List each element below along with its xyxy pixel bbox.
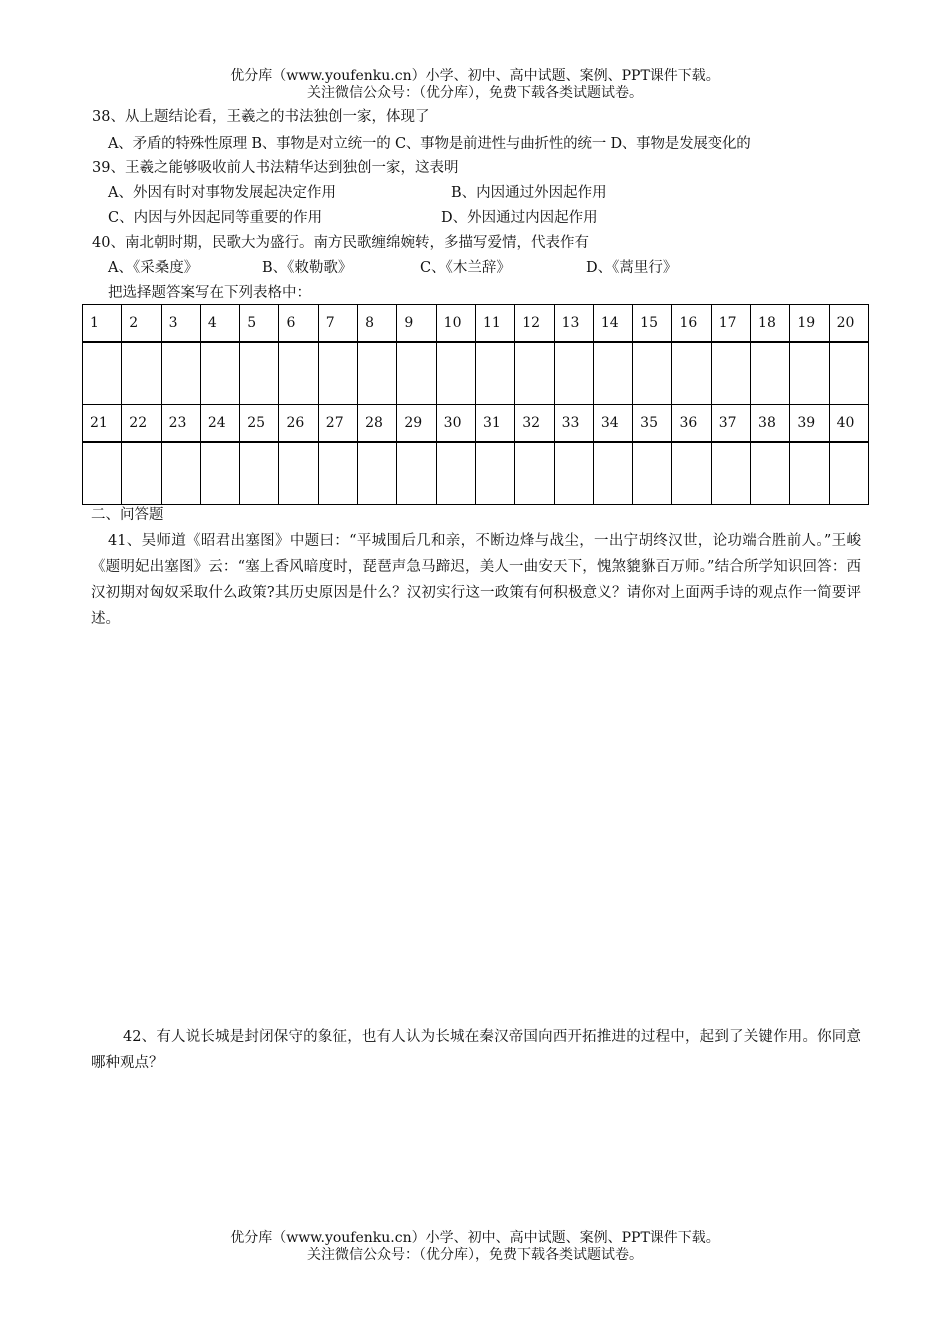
answer-blank-cell[interactable] xyxy=(593,342,632,405)
answer-number-cell: 12 xyxy=(515,305,554,343)
answer-number-cell: 32 xyxy=(515,405,554,443)
answer-blank-cell[interactable] xyxy=(161,442,200,505)
answer-blank-cell[interactable] xyxy=(83,442,122,505)
page-footer xyxy=(0,1230,950,1264)
header-line-1: 优分库（www.youfenku.cn）小学、初中、高中试题、案例、PPT课件下载。 xyxy=(230,68,720,84)
answer-blank-cell[interactable] xyxy=(672,342,711,405)
answer-blank-cell[interactable] xyxy=(318,342,357,405)
answer-blank-cell[interactable] xyxy=(515,342,554,405)
question-38-stem: 38、从上题结论看，王羲之的书法独创一家，体现了 xyxy=(92,109,430,125)
question-41 xyxy=(91,528,861,632)
answer-number-cell: 14 xyxy=(593,305,632,343)
answer-number-cell: 39 xyxy=(790,405,829,443)
answer-number-cell: 5 xyxy=(240,305,279,343)
answer-blank-cell[interactable] xyxy=(515,442,554,505)
answer-blank-cell[interactable] xyxy=(554,342,593,405)
question-42-text: 42、有人说长城是封闭保守的象征，也有人认为长城在秦汉帝国向西开拓推进的过程中，起到了关键作用。你同意哪种观点？ xyxy=(91,1029,861,1071)
answer-blank-cell[interactable] xyxy=(829,442,868,505)
answer-number-cell: 22 xyxy=(122,405,161,443)
question-40-option-a: A、《采桑度》 xyxy=(108,260,199,276)
answer-blank-cell[interactable] xyxy=(358,442,397,505)
answer-number-cell: 7 xyxy=(318,305,357,343)
answer-number-cell: 18 xyxy=(751,305,790,343)
answer-blank-cell[interactable] xyxy=(829,342,868,405)
answer-blank-cell[interactable] xyxy=(436,442,475,505)
answer-number-cell: 9 xyxy=(397,305,436,343)
answer-blank-cell[interactable] xyxy=(593,442,632,505)
question-40-stem: 40、南北朝时期，民歌大为盛行。南方民歌缠绵婉转，多描写爱情，代表作有 xyxy=(92,235,589,251)
answer-blank-cell[interactable] xyxy=(279,342,318,405)
answer-number-cell: 29 xyxy=(397,405,436,443)
question-40-option-d: D、《蒿里行》 xyxy=(586,260,678,276)
answer-number-cell: 21 xyxy=(83,405,122,443)
answer-blank-cell[interactable] xyxy=(83,342,122,405)
answer-number-cell: 24 xyxy=(200,405,239,443)
answer-number-cell: 25 xyxy=(240,405,279,443)
page-header xyxy=(0,68,950,102)
answer-blank-cell[interactable] xyxy=(554,442,593,505)
answer-number-cell: 37 xyxy=(711,405,750,443)
answer-number-cell: 33 xyxy=(554,405,593,443)
answer-number-cell: 36 xyxy=(672,405,711,443)
answer-blank-cell[interactable] xyxy=(475,342,514,405)
answer-blank-cell[interactable] xyxy=(397,342,436,405)
answer-number-cell: 38 xyxy=(751,405,790,443)
answer-blank-cell[interactable] xyxy=(279,442,318,505)
answer-number-cell: 19 xyxy=(790,305,829,343)
question-41-text: 41、吴师道《昭君出塞图》中题曰：“平城围后几和亲，不断边烽与战尘，一出宁胡终汉世，论功端合胜前人。”王峻《题明妃出塞图》云：“塞上香风暗度时，琵琶声急马蹄迟，美人一曲安天下，愧煞貔貅百万师。”结合所学知识回答：西汉初期对匈奴采取什么政策?其历史原因是什么？汉初实行这一政策有何积极意义？请你对上面两手诗的观点作一简要评述。 xyxy=(91,533,861,627)
answer-blank-cell[interactable] xyxy=(122,342,161,405)
question-39-option-d: D、外因通过内因起作用 xyxy=(441,210,598,226)
answer-number-row-2 xyxy=(83,405,869,443)
answer-number-cell: 13 xyxy=(554,305,593,343)
answer-number-cell: 31 xyxy=(475,405,514,443)
answer-blank-cell[interactable] xyxy=(397,442,436,505)
answer-number-cell: 34 xyxy=(593,405,632,443)
answer-blank-cell[interactable] xyxy=(633,442,672,505)
answer-blank-row-1 xyxy=(83,342,869,405)
answer-number-cell: 8 xyxy=(358,305,397,343)
answer-number-cell: 3 xyxy=(161,305,200,343)
answer-number-cell: 10 xyxy=(436,305,475,343)
answer-blank-cell[interactable] xyxy=(751,342,790,405)
answer-blank-cell[interactable] xyxy=(200,442,239,505)
footer-line-1: 优分库（www.youfenku.cn）小学、初中、高中试题、案例、PPT课件下载。 xyxy=(230,1230,720,1246)
answer-blank-cell[interactable] xyxy=(633,342,672,405)
answer-blank-cell[interactable] xyxy=(318,442,357,505)
header-line-2: 关注微信公众号：（优分库），免费下载各类试题试卷。 xyxy=(307,85,643,101)
answer-blank-cell[interactable] xyxy=(161,342,200,405)
question-40-option-c: C、《木兰辞》 xyxy=(420,260,511,276)
question-39-option-a: A、外因有时对事物发展起决定作用 xyxy=(108,185,336,201)
question-39-stem: 39、王羲之能够吸收前人书法精华达到独创一家，这表明 xyxy=(92,160,459,176)
answer-blank-cell[interactable] xyxy=(711,342,750,405)
section-2-title: 二、问答题 xyxy=(91,507,164,523)
answer-blank-cell[interactable] xyxy=(358,342,397,405)
answer-blank-cell[interactable] xyxy=(790,342,829,405)
question-38-options: A、矛盾的特殊性原理 B、事物是对立统一的 C、事物是前进性与曲折性的统一 D、事物是发展变化的 xyxy=(108,136,751,152)
answer-number-cell: 16 xyxy=(672,305,711,343)
question-40-option-b: B、《敕勒歌》 xyxy=(262,260,353,276)
answer-number-cell: 28 xyxy=(358,405,397,443)
answer-sheet-instruction: 把选择题答案写在下列表格中： xyxy=(108,285,311,301)
answer-blank-cell[interactable] xyxy=(240,342,279,405)
answer-number-cell: 1 xyxy=(83,305,122,343)
answer-number-cell: 35 xyxy=(633,405,672,443)
answer-blank-cell[interactable] xyxy=(475,442,514,505)
answer-number-cell: 6 xyxy=(279,305,318,343)
answer-number-cell: 40 xyxy=(829,405,868,443)
footer-line-2: 关注微信公众号：（优分库），免费下载各类试题试卷。 xyxy=(307,1247,643,1263)
question-39-option-c: C、内因与外因起同等重要的作用 xyxy=(108,210,323,226)
answer-blank-cell[interactable] xyxy=(751,442,790,505)
answer-blank-cell[interactable] xyxy=(672,442,711,505)
answer-blank-cell[interactable] xyxy=(240,442,279,505)
answer-blank-row-2 xyxy=(83,442,869,505)
answer-number-cell: 20 xyxy=(829,305,868,343)
answer-blank-cell[interactable] xyxy=(200,342,239,405)
answer-blank-cell[interactable] xyxy=(436,342,475,405)
question-42 xyxy=(91,1024,861,1076)
answer-number-cell: 30 xyxy=(436,405,475,443)
answer-number-cell: 2 xyxy=(122,305,161,343)
answer-blank-cell[interactable] xyxy=(711,442,750,505)
answer-number-cell: 15 xyxy=(633,305,672,343)
answer-number-cell: 4 xyxy=(200,305,239,343)
answer-blank-cell[interactable] xyxy=(790,442,829,505)
answer-number-row-1 xyxy=(83,305,869,343)
answer-blank-cell[interactable] xyxy=(122,442,161,505)
answer-number-cell: 27 xyxy=(318,405,357,443)
answer-number-cell: 23 xyxy=(161,405,200,443)
answer-number-cell: 26 xyxy=(279,405,318,443)
answer-number-cell: 11 xyxy=(475,305,514,343)
answer-number-cell: 17 xyxy=(711,305,750,343)
answer-sheet-table xyxy=(82,304,869,505)
question-39-option-b: B、内因通过外因起作用 xyxy=(451,185,607,201)
